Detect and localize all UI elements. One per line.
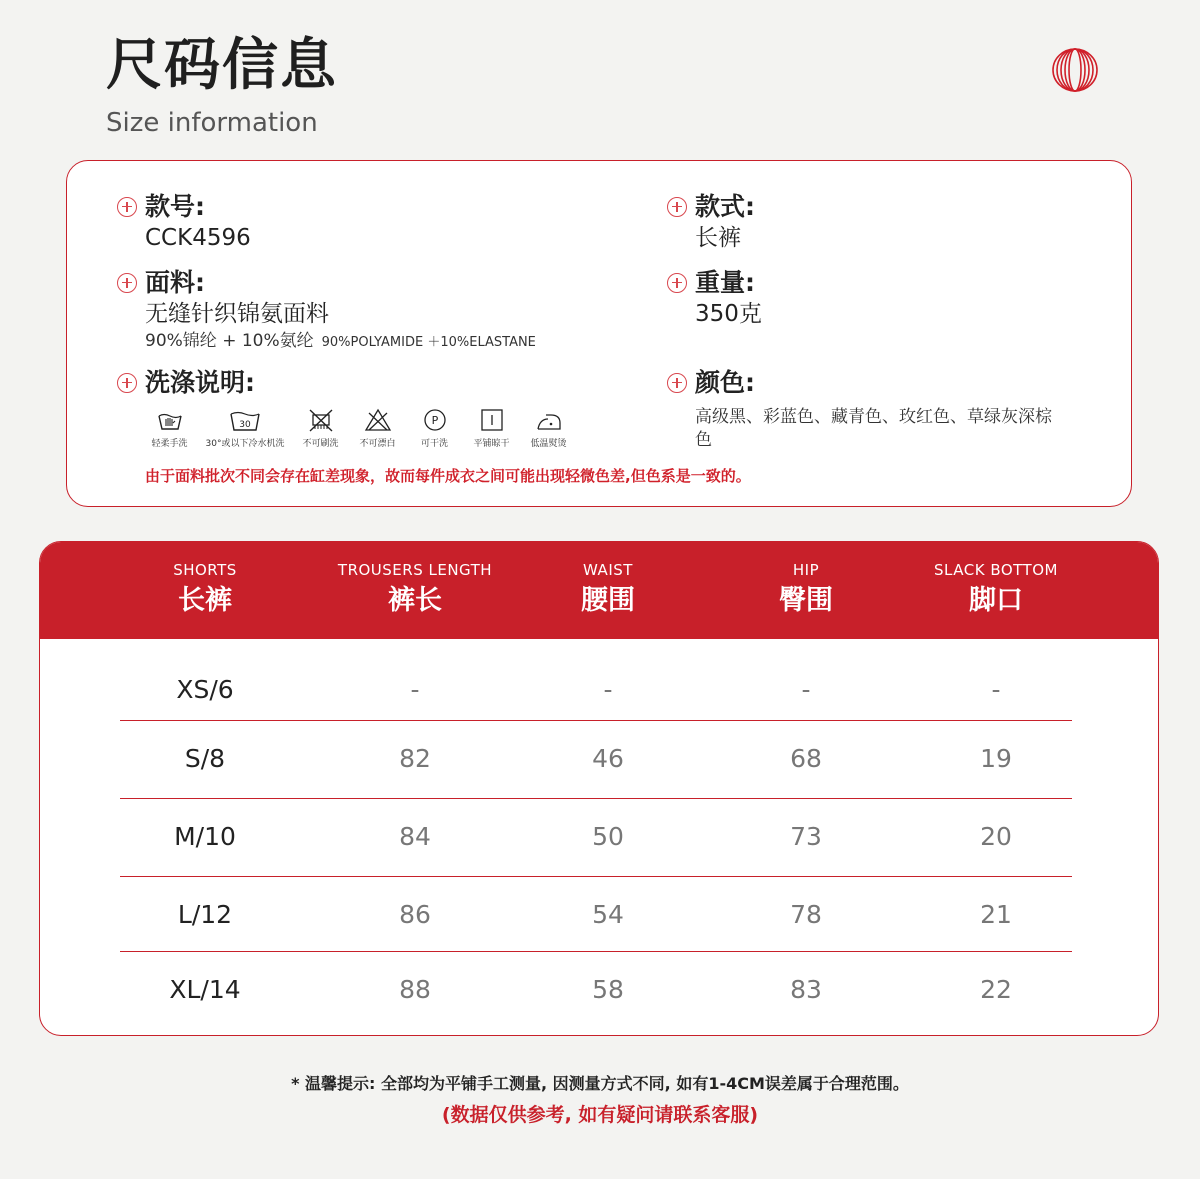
hip-cell: - xyxy=(801,675,811,704)
slack-bottom-cell: 20 xyxy=(980,822,1012,851)
color-block xyxy=(667,367,1057,452)
care-label: 不可刷洗 xyxy=(302,439,339,449)
fabric-composition: 90%锦纶 + 10%氨纶 xyxy=(145,331,314,352)
care-item xyxy=(292,407,349,449)
style-number-block xyxy=(117,191,251,254)
care-item xyxy=(406,407,463,449)
fabric-value: 无缝针织锦氨面料 xyxy=(145,301,329,328)
hip-cell: 68 xyxy=(790,744,822,773)
care-item xyxy=(520,407,577,449)
table-row xyxy=(120,720,1072,795)
table-row xyxy=(120,798,1072,873)
waist-cell: 46 xyxy=(592,744,624,773)
plus-circle-icon xyxy=(667,273,687,293)
care-item xyxy=(141,407,198,449)
plus-circle-icon xyxy=(117,373,137,393)
size-cell: S/8 xyxy=(184,744,226,773)
header-hip: HIP 臀围 xyxy=(779,561,833,616)
header-trousers-length: TROUSERS LENGTH 裤长 xyxy=(337,561,493,616)
trousers-length-cell: 88 xyxy=(399,975,431,1004)
style-type-value: 长裤 xyxy=(695,225,741,252)
care-label: 轻柔手洗 xyxy=(151,439,188,449)
trousers-length-cell: - xyxy=(410,675,420,704)
style-number-value: CCK4596 xyxy=(145,225,251,252)
wash-block xyxy=(117,367,255,398)
header-waist: WAIST 腰围 xyxy=(581,561,635,616)
care-item xyxy=(349,407,406,449)
care-label: 可干洗 xyxy=(420,439,448,449)
no-brush-icon xyxy=(306,407,336,433)
color-label: 颜色: xyxy=(695,368,755,397)
wash-30-icon xyxy=(230,407,260,433)
fabric-label: 面料: xyxy=(145,268,205,297)
table-row xyxy=(120,951,1072,1026)
waist-cell: - xyxy=(603,675,613,704)
fabric-block xyxy=(117,267,536,353)
header-slack-bottom: SLACK BOTTOM 脚口 xyxy=(934,561,1058,616)
care-label: 30°或以下冷水机洗 xyxy=(205,439,285,449)
care-item xyxy=(198,407,292,449)
product-info-card xyxy=(66,160,1132,507)
slack-bottom-cell: - xyxy=(991,675,1001,704)
weight-label: 重量: xyxy=(695,268,755,297)
care-item xyxy=(463,407,520,449)
trousers-length-cell: 82 xyxy=(399,744,431,773)
care-instructions xyxy=(141,407,577,449)
page-title: 尺码信息 xyxy=(106,33,338,98)
size-cell: XS/6 xyxy=(176,675,234,704)
plus-circle-icon xyxy=(667,197,687,217)
dry-clean-p-icon xyxy=(420,407,450,433)
header-shorts: SHORTS 长裤 xyxy=(173,561,237,616)
slack-bottom-cell: 22 xyxy=(980,975,1012,1004)
waist-cell: 54 xyxy=(592,900,624,929)
wash-label: 洗涤说明: xyxy=(145,368,255,397)
size-cell: L/12 xyxy=(177,900,233,929)
reference-disclaimer: (数据仅供参考, 如有疑问请联系客服) xyxy=(441,1104,759,1126)
hip-cell: 78 xyxy=(790,900,822,929)
wash-temp-text: 30 xyxy=(239,420,251,430)
slack-bottom-cell: 21 xyxy=(980,900,1012,929)
color-value: 高级黑、彩蓝色、藏青色、玫红色、草绿灰深棕色 xyxy=(695,407,1052,451)
size-table-header xyxy=(40,542,1158,639)
care-label: 低温熨烫 xyxy=(530,439,567,449)
weight-block xyxy=(667,267,762,330)
table-row xyxy=(120,652,1072,727)
dry-clean-letter: P xyxy=(431,414,438,427)
size-table xyxy=(39,541,1159,1036)
concentric-rings-icon xyxy=(1052,47,1098,93)
plus-circle-icon xyxy=(117,197,137,217)
gentle-hand-wash-icon xyxy=(155,407,185,433)
size-cell: M/10 xyxy=(174,822,236,851)
fabric-composition-en: 90%POLYAMIDE ＋10%ELASTANE xyxy=(321,335,536,351)
care-label: 不可漂白 xyxy=(359,439,396,449)
no-bleach-icon xyxy=(363,407,393,433)
page-subtitle: Size information xyxy=(106,108,318,138)
trousers-length-cell: 84 xyxy=(399,822,431,851)
care-label: 平铺晾干 xyxy=(473,439,510,449)
style-type-block xyxy=(667,191,755,254)
hip-cell: 73 xyxy=(790,822,822,851)
waist-cell: 58 xyxy=(592,975,624,1004)
measurement-tip: * 温馨提示: 全部均为平铺手工测量, 因测量方式不同, 如有1-4CM误差属于合理范围。 xyxy=(291,1074,909,1093)
weight-value: 350克 xyxy=(695,301,762,328)
low-iron-icon xyxy=(534,407,564,433)
flat-dry-icon xyxy=(477,407,507,433)
waist-cell: 50 xyxy=(592,822,624,851)
style-type-label: 款式: xyxy=(695,192,755,221)
style-number-label: 款号: xyxy=(145,192,205,221)
table-row xyxy=(120,876,1072,951)
size-cell: XL/14 xyxy=(169,975,241,1004)
color-difference-warning: 由于面料批次不同会存在缸差现象，故而每件成衣之间可能出现轻微色差,但色系是一致的。 xyxy=(145,467,751,485)
slack-bottom-cell: 19 xyxy=(980,744,1012,773)
hip-cell: 83 xyxy=(790,975,822,1004)
plus-circle-icon xyxy=(667,373,687,393)
plus-circle-icon xyxy=(117,273,137,293)
trousers-length-cell: 86 xyxy=(399,900,431,929)
